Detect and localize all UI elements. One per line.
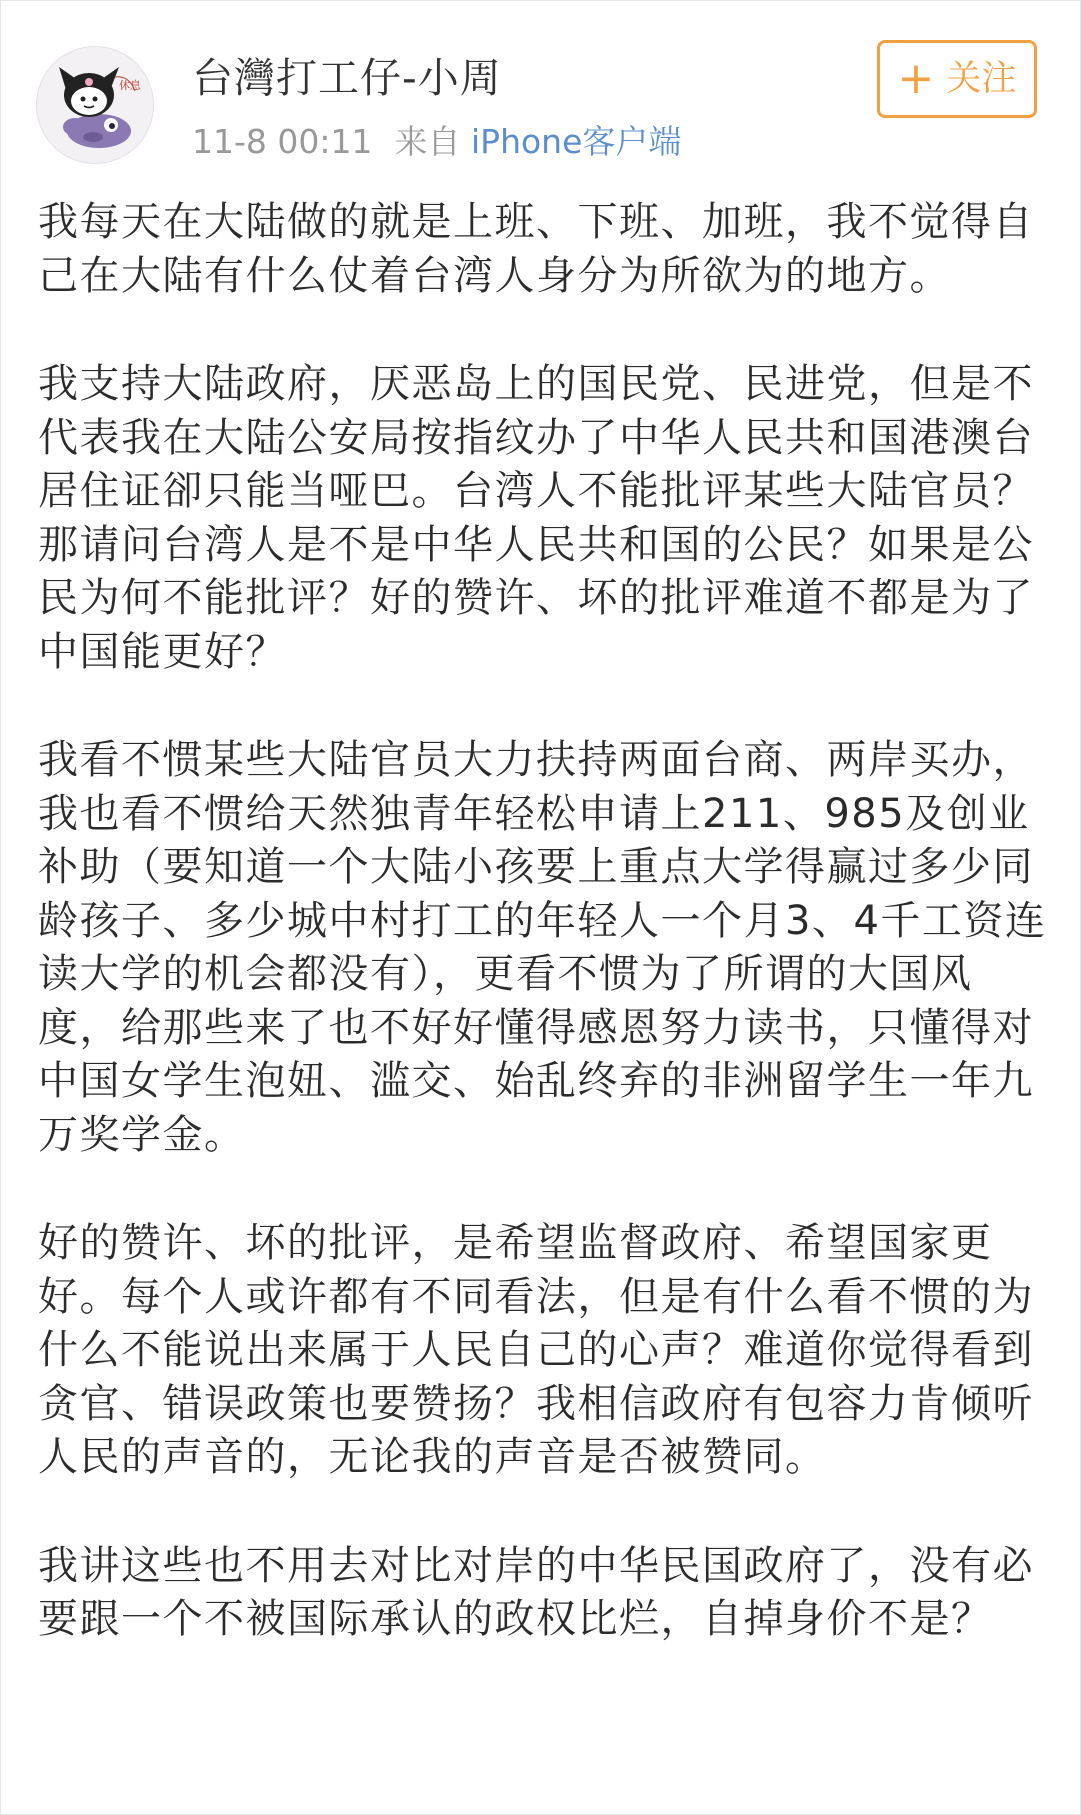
post-header: [0, 0, 1081, 175]
post-meta: [192, 122, 681, 162]
post-paragraph: 我看不惯某些大陆官员大力扶持两面台商、两岸买办，我也看不惯给天然独青年轻松申请上211、985及创业补助（要知道一个大陆小孩要上重点大学得赢过多少同龄孩子、多少城中村打工的年轻人一个月3、4千工资连读大学的机会都没有），更看不惯为了所谓的大国风度，给那些来了也不好好懂得感恩努力读书，只懂得对中国女学生泡妞、滥交、始乱终弃的非洲留学生一年九万奖学金。: [38, 737, 1047, 1158]
avatar-badge-text: 休息: [119, 79, 141, 92]
plus-icon: +: [897, 53, 935, 104]
post-time: 11-8 00:11: [192, 122, 373, 161]
follow-button[interactable]: [877, 40, 1037, 118]
post-paragraph: 我每天在大陆做的就是上班、下班、加班，我不觉得自己在大陆有什么仗着台湾人身分为所欲为的地方。: [38, 199, 1034, 299]
username[interactable]: 台灣打工仔-小周: [192, 54, 502, 102]
follow-label: 关注: [946, 59, 1017, 99]
avatar[interactable]: [36, 46, 154, 164]
cartoon-character-avatar-icon: [37, 47, 153, 163]
post-paragraph: 我讲这些也不用去对比对岸的中华民国政府了，没有必要跟一个不被国际承认的政权比烂，自掉身价不是？: [38, 1542, 1034, 1642]
post-source-link[interactable]: iPhone客户端: [471, 122, 682, 161]
post-paragraph: 我支持大陆政府，厌恶岛上的国民党、民进党，但是不代表我在大陆公安局按指纹办了中华人民共和国港澳台居住证卻只能当哑巴。台湾人不能批评某些大陆官员？那请问台湾人是不是中华人民共和国的公民？如果是公民为何不能批评？好的赞许、坏的批评难道不都是为了中国能更好？: [38, 361, 1034, 675]
post-paragraph: 好的赞许、坏的批评，是希望监督政府、希望国家更好。每个人或许都有不同看法，但是有什么看不惯的为什么不能说出来属于人民自己的心声？难道你觉得看到贪官、错误政策也要赞扬？我相信政府有包容力肯倾听人民的声音的，无论我的声音是否被赞同。: [38, 1220, 1034, 1480]
post-body: [38, 196, 1053, 1702]
source-prefix: 来自: [394, 122, 461, 161]
